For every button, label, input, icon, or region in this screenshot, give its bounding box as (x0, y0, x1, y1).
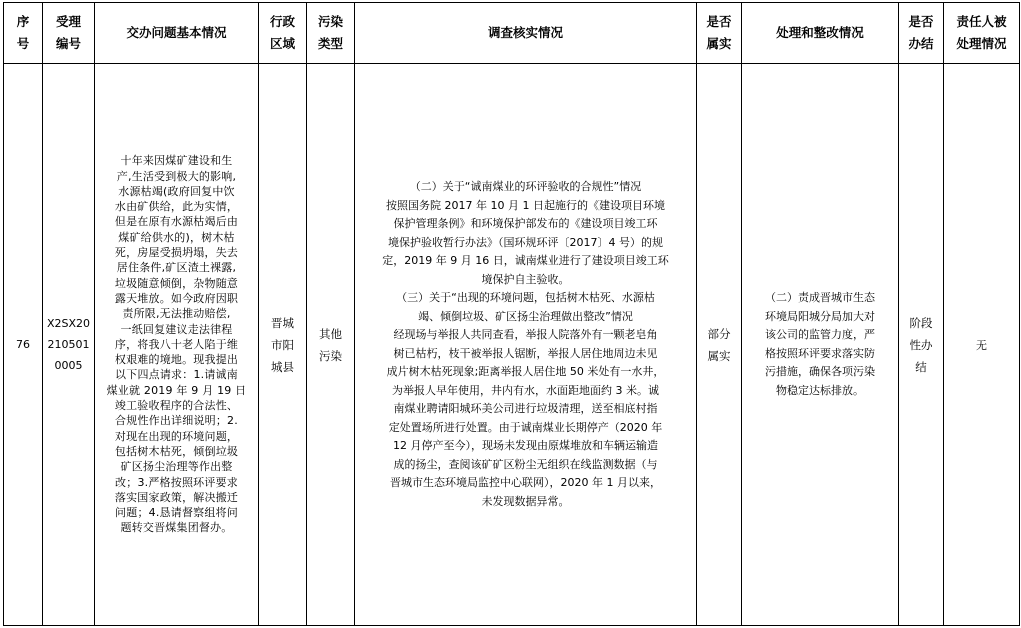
header-closed: 是否 办结 (899, 3, 944, 64)
header-complaint: 交办问题基本情况 (95, 3, 259, 64)
cell-region: 晋城 市阳 城县 (259, 64, 307, 626)
cell-seq: 76 (4, 64, 43, 626)
cell-treatment: （二）责成晋城市生态 环境局阳城分局加大对 该公司的监管力度，严 格按照环评要求落实防 污措施，确保各项污染 物稳定达标排放。 (742, 64, 899, 626)
header-treatment: 处理和整改情况 (742, 3, 899, 64)
table-row (4, 64, 1020, 626)
cell-accountability: 无 (944, 64, 1020, 626)
header-investigation: 调查核实情况 (355, 3, 697, 64)
header-seq: 序 号 (4, 3, 43, 64)
cell-verified: 部分 属实 (697, 64, 742, 626)
cell-closed: 阶段 性办 结 (899, 64, 944, 626)
header-id: 受理 编号 (43, 3, 95, 64)
header-pollution: 污染 类型 (307, 3, 355, 64)
cell-investigation: （二）关于“诚南煤业的环评验收的合规性”情况 按照国务院 2017 年 10 月 1 日起施行的《建设项目环境 保护管理条例》和环境保护部发布的《建设项目竣工环 境保护验收暂行办法》（国环规环评〔2017〕4 号）的规 定，2019 年 9 月 16 日，诚南煤业进行了建设项目竣工环 境保护自主验收。 （三）关于“出现的环境问题，包括树木枯死、水源枯 竭、倾倒垃圾、矿区扬尘治理做出整改”情况 经现场与举报人共同查看，举报人院落外有一颗老皂角 树已枯朽，枝干被举报人锯断，举报人居住地周边未见 成片树木枯死现象;距离举报人居住地 50 米处有一水井， 为举报人早年使用，井内有水，水面距地面约 3 米。诚 南煤业聘请阳城环美公司进行垃圾清理，送至相底村指 定处置场所进行处置。由于诚南煤业长期停产（2020 年 12 月停产至今），现场未发现由原煤堆放和车辆运输造 成的扬尘，查阅该矿矿区粉尘无组织在线监测数据（与 晋城市生态环境局监控中心联网），2020 年 1 月以来， 未发现数据异常。 (355, 64, 697, 626)
header-accountability: 责任人被 处理情况 (944, 3, 1020, 64)
cell-id: X2SX20 210501 0005 (43, 64, 95, 626)
header-row (4, 3, 1020, 64)
header-region: 行政 区域 (259, 3, 307, 64)
report-table (3, 2, 1020, 626)
cell-complaint: 十年来因煤矿建设和生 产,生活受到极大的影响, 水源枯竭(政府回复中饮 水由矿供给，此为实情， 但是在原有水源枯竭后由 煤矿给供水的)，树木枯 死，房屋受损坍塌，失去 居住条件,矿区渣土裸露, 垃圾随意倾倒，杂物随意 露天堆放。如今政府因职 责所限,无法推动赔偿, 一纸回复建议走法律程 序，将我八十老人陷于维 权艰难的境地。现我提出 以下四点请求：1.请诚南 煤业就 2019 年 9 月 19 日 竣工验收程序的合法性、 合规性作出详细说明；2. 对现在出现的环境问题， 包括树木枯死，倾倒垃圾 矿区扬尘治理等作出整 改；3.严格按照环评要求 落实国家政策，解决搬迁 问题；4.恳请督察组将问 题转交晋煤集团督办。 (95, 64, 259, 626)
cell-pollution: 其他 污染 (307, 64, 355, 626)
header-verified: 是否 属实 (697, 3, 742, 64)
